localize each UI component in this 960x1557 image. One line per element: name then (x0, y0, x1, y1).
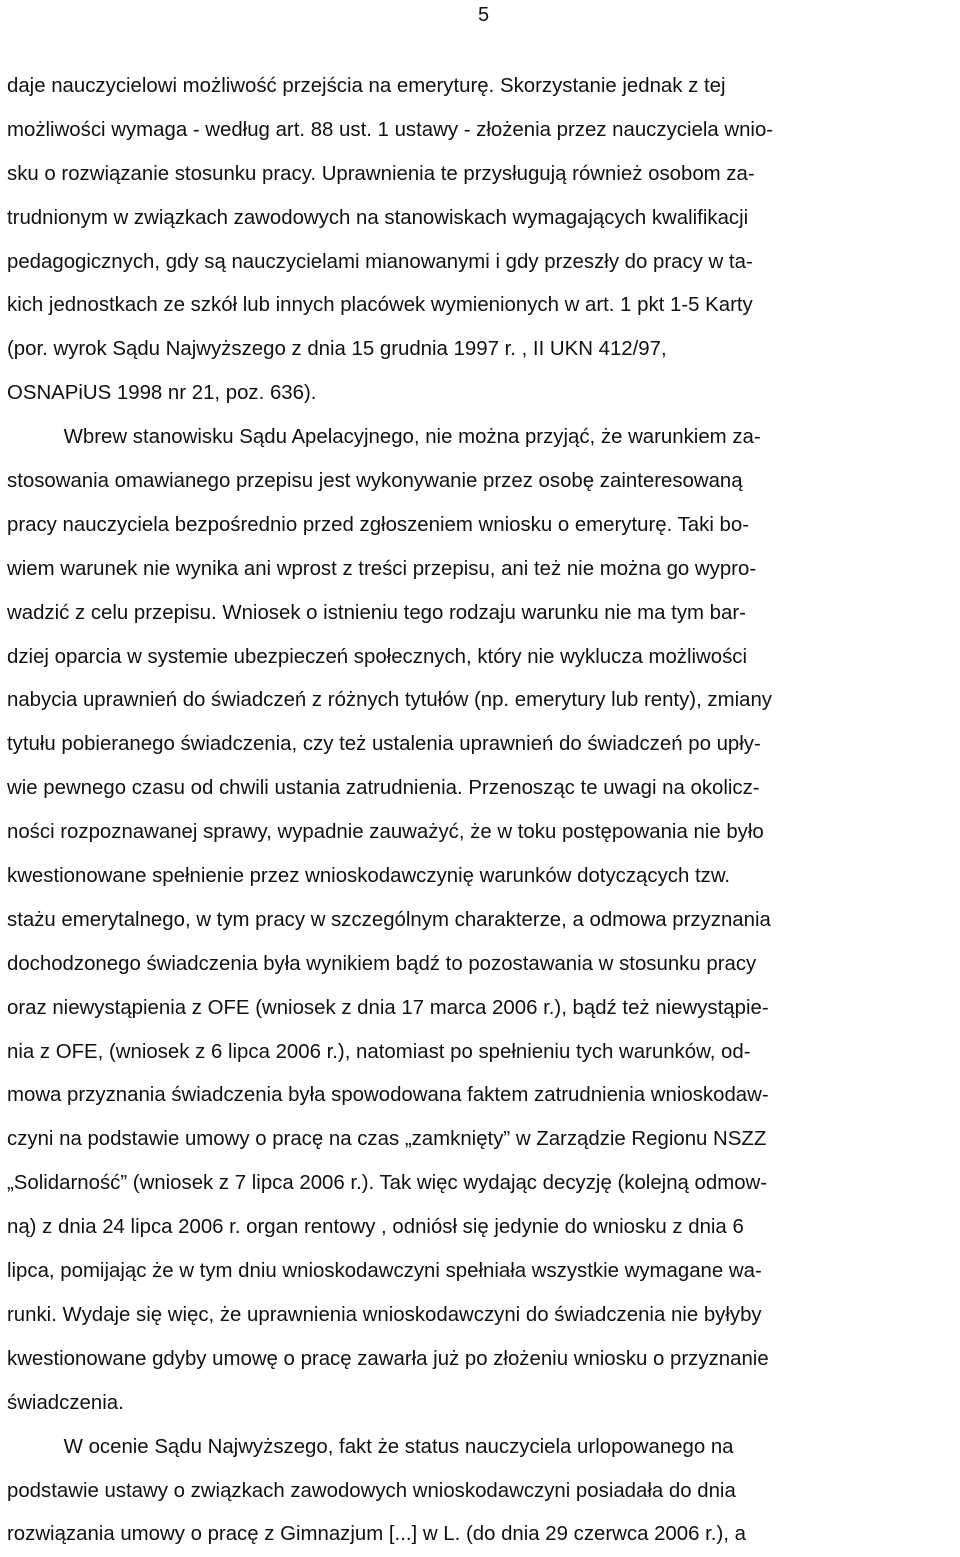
text-line: kwestionowane spełnienie przez wnioskodawczynię warunków dotyczących tzw. (7, 865, 731, 888)
text-line: lipca, pomijając że w tym dniu wnioskodawczyni spełniała wszystkie wymagane wa- (7, 1260, 762, 1283)
text-line: czyni na podstawie umowy o pracę na czas „zamknięty” w Zarządzie Regionu NSZZ (7, 1128, 767, 1151)
text-line: nia z OFE, (wniosek z 6 lipca 2006 r.), natomiast po spełnieniu tych warunków, od- (7, 1040, 751, 1063)
text-line: sku o rozwiązanie stosunku pracy. Uprawnienia te przysługują również osobom za- (7, 162, 755, 185)
text-line: wie pewnego czasu od chwili ustania zatrudnienia. Przenosząc te uwagi na okolicz- (7, 777, 760, 800)
text-line: kwestionowane gdyby umowę o pracę zawarła już po złożeniu wniosku o przyznanie (7, 1347, 769, 1370)
text-line: mowa przyznania świadczenia była spowodowana faktem zatrudnienia wnioskodaw- (7, 1084, 769, 1107)
text-line: ności rozpoznawanej sprawy, wypadnie zauważyć, że w toku postępowania nie było (7, 821, 764, 844)
text-line: rozwiązania umowy o pracę z Gimnazjum [...] w L. (do dnia 29 czerwca 2006 r.), a (7, 1523, 746, 1546)
text-line: Wbrew stanowisku Sądu Apelacyjnego, nie można przyjąć, że warunkiem za- (7, 426, 761, 449)
text-line: (por. wyrok Sądu Najwyższego z dnia 15 grudnia 1997 r. , II UKN 412/97, (7, 338, 667, 361)
text-line: daje nauczycielowi możliwość przejścia na emeryturę. Skorzystanie jednak z tej (7, 75, 726, 97)
text-line: ną) z dnia 24 lipca 2006 r. organ rentowy , odniósł się jedynie do wniosku z dnia 6 (7, 1216, 744, 1239)
text-line: OSNAPiUS 1998 nr 21, poz. 636). (7, 382, 317, 405)
document-body (7, 65, 960, 1557)
text-line: tytułu pobieranego świadczenia, czy też ustalenia uprawnień do świadczeń po upły- (7, 733, 761, 756)
text-line: kich jednostkach ze szkół lub innych placówek wymienionych w art. 1 pkt 1-5 Karty (7, 294, 753, 317)
text-line: stażu emerytalnego, w tym pracy w szczególnym charakterze, a odmowa przyznania (7, 908, 771, 931)
text-line: świadczenia. (7, 1391, 124, 1414)
text-line: oraz niewystąpienia z OFE (wniosek z dnia 17 marca 2006 r.), bądź też niewystąpie- (7, 996, 769, 1019)
text-line: pedagogicznych, gdy są nauczycielami mianowanymi i gdy przeszły do pracy w ta- (7, 250, 753, 273)
text-line: podstawie ustawy o związkach zawodowych wnioskodawczyni posiadała do dnia (7, 1479, 736, 1502)
text-line: trudnionym w związkach zawodowych na stanowiskach wymagających kwalifikacji (7, 206, 749, 229)
text-line: dochodzonego świadczenia była wynikiem bądź to pozostawania w stosunku pracy (7, 952, 757, 975)
text-line: wiem warunek nie wynika ani wprost z treści przepisu, ani też nie można go wypro- (7, 557, 757, 580)
text-line: możliwości wymaga - według art. 88 ust. 1 ustawy - złożenia przez nauczyciela wnio- (7, 118, 774, 141)
text-line: „Solidarność” (wniosek z 7 lipca 2006 r.). Tak więc wydając decyzję (kolejną odmow- (7, 1172, 768, 1195)
page-number: 5 (478, 4, 490, 26)
text-line: dziej oparcia w systemie ubezpieczeń społecznych, który nie wyklucza możliwości (7, 645, 748, 668)
text-line: runki. Wydaje się więc, że uprawnienia wnioskodawczyni do świadczenia nie byłyby (7, 1303, 762, 1326)
text-line: stosowania omawianego przepisu jest wykonywanie przez osobę zainteresowaną (7, 470, 743, 493)
text-line: nabycia uprawnień do świadczeń z różnych tytułów (np. emerytury lub renty), zmiany (7, 689, 772, 712)
text-line: W ocenie Sądu Najwyższego, fakt że status nauczyciela urlopowanego na (7, 1435, 734, 1458)
text-line: wadzić z celu przepisu. Wniosek o istnieniu tego rodzaju warunku nie ma tym bar- (7, 601, 746, 624)
text-line: pracy nauczyciela bezpośrednio przed zgłoszeniem wniosku o emeryturę. Taki bo- (7, 513, 749, 536)
